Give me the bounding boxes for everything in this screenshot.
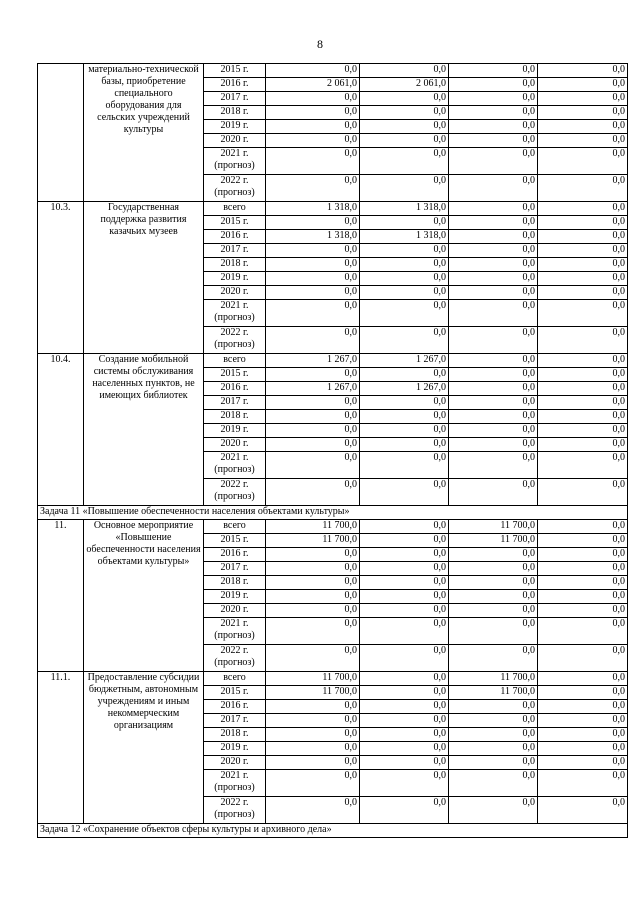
page-number: 8 [317,37,323,51]
value-cell: 0,0 [449,134,538,148]
year-cell: 2018 г. [204,258,266,272]
value-cell: 0,0 [538,272,628,286]
year-cell: 2017 г. [204,562,266,576]
year-cell: всего [204,520,266,534]
year-cell: 2020 г. [204,134,266,148]
value-cell: 0,0 [538,368,628,382]
value-cell: 0,0 [538,686,628,700]
value-cell: 0,0 [360,286,449,300]
year-cell: 2022 г. (прогноз) [204,645,266,672]
value-cell: 0,0 [449,286,538,300]
table-row [38,354,628,368]
value-cell: 0,0 [449,756,538,770]
value-cell: 0,0 [360,438,449,452]
value-cell: 0,0 [538,382,628,396]
value-cell: 0,0 [449,714,538,728]
year-cell: 2018 г. [204,576,266,590]
value-cell: 11 700,0 [449,534,538,548]
value-cell: 0,0 [360,742,449,756]
budget-table [37,63,628,838]
value-cell: 0,0 [538,244,628,258]
value-cell: 0,0 [266,175,360,202]
value-cell: 0,0 [360,300,449,327]
value-cell: 11 700,0 [449,686,538,700]
value-cell: 0,0 [449,590,538,604]
year-cell: 2020 г. [204,286,266,300]
value-cell: 0,0 [266,258,360,272]
value-cell: 0,0 [538,300,628,327]
table-row [38,520,628,534]
value-cell: 0,0 [360,120,449,134]
value-cell: 0,0 [538,618,628,645]
value-cell: 0,0 [449,604,538,618]
value-cell: 0,0 [449,742,538,756]
year-cell: 2018 г. [204,410,266,424]
year-cell: 2015 г. [204,64,266,78]
value-cell: 0,0 [449,382,538,396]
table-body [38,64,628,838]
value-cell: 11 700,0 [449,520,538,534]
value-cell: 1 318,0 [266,230,360,244]
value-cell: 0,0 [449,300,538,327]
value-cell: 0,0 [538,120,628,134]
value-cell: 0,0 [266,452,360,479]
value-cell: 1 267,0 [266,382,360,396]
value-cell: 0,0 [266,327,360,354]
year-cell: 2021 г. (прогноз) [204,770,266,797]
year-cell: 2019 г. [204,590,266,604]
year-cell: 2015 г. [204,368,266,382]
value-cell: 0,0 [449,424,538,438]
value-cell: 0,0 [360,106,449,120]
value-cell: 0,0 [360,700,449,714]
year-cell: 2021 г. (прогноз) [204,148,266,175]
value-cell: 0,0 [360,714,449,728]
year-cell: 2022 г. (прогноз) [204,479,266,506]
value-cell: 0,0 [449,216,538,230]
value-cell: 0,0 [266,714,360,728]
value-cell: 0,0 [538,327,628,354]
value-cell: 0,0 [360,479,449,506]
value-cell: 0,0 [538,92,628,106]
item-number [38,64,84,202]
value-cell: 0,0 [266,272,360,286]
year-cell: 2015 г. [204,534,266,548]
item-name: материально-технической базы, приобретение специального оборудования для сельских учреждений культуры [84,64,204,202]
task-title: Задача 12 «Сохранение объектов сферы культуры и архивного дела» [38,824,628,838]
value-cell: 0,0 [360,590,449,604]
year-cell: 2015 г. [204,216,266,230]
item-number: 10.4. [38,354,84,506]
value-cell: 0,0 [360,672,449,686]
year-cell: 2016 г. [204,382,266,396]
table-row [38,672,628,686]
value-cell: 0,0 [538,148,628,175]
item-name: Предоставление субсидии бюджетным, автономным учреждениям и иным некоммерческим организациям [84,672,204,824]
value-cell: 0,0 [360,258,449,272]
value-cell: 1 267,0 [360,354,449,368]
year-cell: 2020 г. [204,756,266,770]
value-cell: 0,0 [266,700,360,714]
item-name: Основное мероприятие «Повышение обеспеченности населения объектами культуры» [84,520,204,672]
year-cell: 2020 г. [204,604,266,618]
year-cell: 2019 г. [204,742,266,756]
value-cell: 0,0 [538,534,628,548]
value-cell: 0,0 [449,230,538,244]
value-cell: 0,0 [538,424,628,438]
value-cell: 0,0 [449,354,538,368]
value-cell: 1 318,0 [360,202,449,216]
value-cell: 0,0 [360,686,449,700]
value-cell: 0,0 [449,700,538,714]
year-cell: 2021 г. (прогноз) [204,618,266,645]
value-cell: 0,0 [538,286,628,300]
year-cell: 2022 г. (прогноз) [204,175,266,202]
value-cell: 0,0 [538,175,628,202]
year-cell: 2019 г. [204,272,266,286]
value-cell: 0,0 [449,244,538,258]
value-cell: 0,0 [360,576,449,590]
value-cell: 0,0 [538,78,628,92]
value-cell: 0,0 [538,230,628,244]
year-cell: 2021 г. (прогноз) [204,452,266,479]
year-cell: 2022 г. (прогноз) [204,327,266,354]
value-cell: 0,0 [360,244,449,258]
item-name: Создание мобильной системы обслуживания населенных пунктов, не имеющих библиотек [84,354,204,506]
value-cell: 2 061,0 [360,78,449,92]
value-cell: 0,0 [538,604,628,618]
value-cell: 11 700,0 [266,686,360,700]
year-cell: 2022 г. (прогноз) [204,797,266,824]
value-cell: 0,0 [266,64,360,78]
value-cell: 0,0 [538,672,628,686]
value-cell: 0,0 [360,272,449,286]
value-cell: 0,0 [360,770,449,797]
year-cell: 2016 г. [204,700,266,714]
value-cell: 0,0 [538,728,628,742]
value-cell: 0,0 [266,604,360,618]
value-cell: 0,0 [360,797,449,824]
value-cell: 0,0 [266,618,360,645]
value-cell: 0,0 [360,368,449,382]
year-cell: 2016 г. [204,78,266,92]
value-cell: 0,0 [538,64,628,78]
value-cell: 0,0 [538,410,628,424]
value-cell: 0,0 [360,396,449,410]
value-cell: 0,0 [538,700,628,714]
value-cell: 0,0 [266,548,360,562]
value-cell: 0,0 [266,770,360,797]
value-cell: 0,0 [360,410,449,424]
value-cell: 0,0 [449,106,538,120]
year-cell: всего [204,202,266,216]
table-row [38,202,628,216]
value-cell: 0,0 [449,175,538,202]
value-cell: 0,0 [266,244,360,258]
value-cell: 0,0 [449,548,538,562]
value-cell: 0,0 [449,797,538,824]
value-cell: 1 318,0 [266,202,360,216]
value-cell: 0,0 [538,714,628,728]
year-cell: 2016 г. [204,230,266,244]
item-number: 11. [38,520,84,672]
value-cell: 0,0 [266,300,360,327]
value-cell: 0,0 [449,452,538,479]
value-cell: 0,0 [266,756,360,770]
value-cell: 1 267,0 [360,382,449,396]
value-cell: 0,0 [538,520,628,534]
value-cell: 0,0 [449,479,538,506]
value-cell: 0,0 [266,120,360,134]
value-cell: 11 700,0 [266,534,360,548]
value-cell: 0,0 [538,576,628,590]
value-cell: 0,0 [538,742,628,756]
year-cell: 2017 г. [204,714,266,728]
value-cell: 0,0 [266,410,360,424]
value-cell: 0,0 [449,272,538,286]
year-cell: 2021 г. (прогноз) [204,300,266,327]
value-cell: 0,0 [538,590,628,604]
value-cell: 0,0 [360,520,449,534]
value-cell: 0,0 [449,562,538,576]
value-cell: 0,0 [266,645,360,672]
value-cell: 0,0 [360,175,449,202]
value-cell: 0,0 [266,797,360,824]
year-cell: 2017 г. [204,396,266,410]
value-cell: 0,0 [449,64,538,78]
value-cell: 0,0 [538,770,628,797]
value-cell: 0,0 [360,548,449,562]
year-cell: 2020 г. [204,438,266,452]
value-cell: 0,0 [449,728,538,742]
value-cell: 0,0 [538,438,628,452]
year-cell: 2017 г. [204,92,266,106]
value-cell: 0,0 [538,756,628,770]
value-cell: 0,0 [266,562,360,576]
value-cell: 0,0 [266,479,360,506]
value-cell: 0,0 [538,479,628,506]
value-cell: 0,0 [266,134,360,148]
value-cell: 0,0 [449,770,538,797]
value-cell: 0,0 [360,562,449,576]
year-cell: 2015 г. [204,686,266,700]
value-cell: 0,0 [360,618,449,645]
value-cell: 0,0 [266,590,360,604]
value-cell: 0,0 [266,438,360,452]
value-cell: 0,0 [538,797,628,824]
value-cell: 0,0 [449,92,538,106]
value-cell: 0,0 [266,396,360,410]
value-cell: 0,0 [360,756,449,770]
value-cell: 0,0 [538,548,628,562]
value-cell: 0,0 [266,424,360,438]
value-cell: 0,0 [538,258,628,272]
value-cell: 0,0 [538,354,628,368]
value-cell: 0,0 [538,106,628,120]
value-cell: 0,0 [538,134,628,148]
item-name: Государственная поддержка развития казачьих музеев [84,202,204,354]
value-cell: 0,0 [360,534,449,548]
value-cell: 0,0 [538,396,628,410]
value-cell: 0,0 [360,216,449,230]
value-cell: 0,0 [538,562,628,576]
value-cell: 0,0 [538,645,628,672]
task-row [38,506,628,520]
value-cell: 0,0 [449,645,538,672]
value-cell: 0,0 [360,92,449,106]
value-cell: 0,0 [266,286,360,300]
item-number: 10.3. [38,202,84,354]
value-cell: 1 267,0 [266,354,360,368]
value-cell: 0,0 [449,78,538,92]
value-cell: 2 061,0 [266,78,360,92]
item-number: 11.1. [38,672,84,824]
task-title: Задача 11 «Повышение обеспеченности населения объектами культуры» [38,506,628,520]
value-cell: 0,0 [360,604,449,618]
value-cell: 11 700,0 [266,672,360,686]
year-cell: всего [204,672,266,686]
value-cell: 0,0 [266,728,360,742]
value-cell: 0,0 [449,438,538,452]
value-cell: 0,0 [538,452,628,479]
value-cell: 0,0 [360,64,449,78]
value-cell: 0,0 [360,148,449,175]
value-cell: 11 700,0 [449,672,538,686]
value-cell: 0,0 [266,148,360,175]
value-cell: 0,0 [360,424,449,438]
value-cell: 11 700,0 [266,520,360,534]
value-cell: 0,0 [449,396,538,410]
value-cell: 0,0 [449,258,538,272]
value-cell: 0,0 [449,576,538,590]
value-cell: 0,0 [538,216,628,230]
year-cell: 2017 г. [204,244,266,258]
year-cell: всего [204,354,266,368]
value-cell: 0,0 [449,148,538,175]
value-cell: 0,0 [360,452,449,479]
value-cell: 0,0 [266,92,360,106]
value-cell: 0,0 [360,728,449,742]
year-cell: 2018 г. [204,728,266,742]
value-cell: 0,0 [360,327,449,354]
value-cell: 0,0 [266,216,360,230]
task-row [38,824,628,838]
year-cell: 2019 г. [204,424,266,438]
year-cell: 2016 г. [204,548,266,562]
value-cell: 0,0 [266,106,360,120]
value-cell: 0,0 [266,576,360,590]
year-cell: 2019 г. [204,120,266,134]
table-row [38,64,628,78]
value-cell: 0,0 [449,618,538,645]
value-cell: 0,0 [449,120,538,134]
value-cell: 0,0 [266,742,360,756]
value-cell: 0,0 [360,134,449,148]
value-cell: 0,0 [266,368,360,382]
value-cell: 0,0 [360,645,449,672]
value-cell: 0,0 [449,327,538,354]
year-cell: 2018 г. [204,106,266,120]
value-cell: 0,0 [538,202,628,216]
value-cell: 1 318,0 [360,230,449,244]
value-cell: 0,0 [449,202,538,216]
value-cell: 0,0 [449,410,538,424]
value-cell: 0,0 [449,368,538,382]
